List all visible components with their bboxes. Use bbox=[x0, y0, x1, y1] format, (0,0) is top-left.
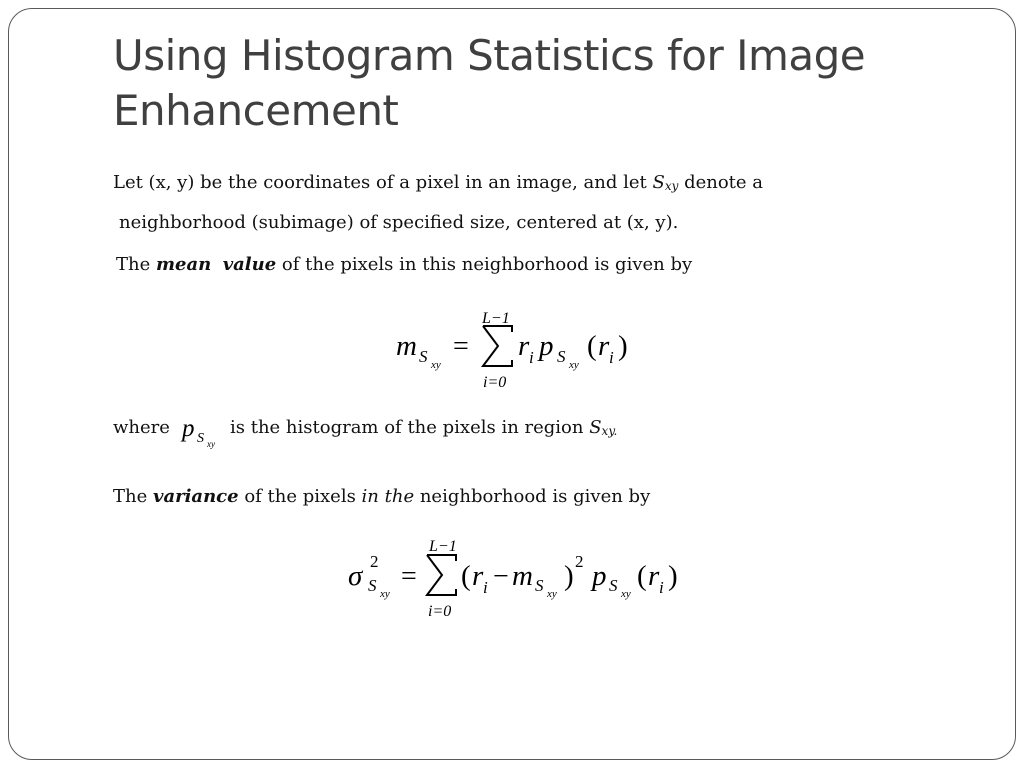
eq-p: p bbox=[539, 330, 554, 362]
sum-icon bbox=[483, 326, 512, 366]
paragraph-where bbox=[113, 417, 170, 438]
paragraph-text: of the pixels in this neighborhood is given by bbox=[276, 254, 693, 275]
eq-s-sub-2: S bbox=[557, 347, 566, 366]
eq-sigma: σ bbox=[348, 560, 363, 592]
eq-r-2: r bbox=[598, 330, 610, 362]
eq-minus: − bbox=[493, 561, 509, 592]
symbol-s: S bbox=[652, 172, 665, 193]
eq-i-sub-2: i bbox=[659, 578, 664, 597]
paragraph-text: of the pixels bbox=[238, 486, 362, 507]
variance-equation bbox=[340, 528, 690, 628]
eq-r-2: r bbox=[648, 560, 660, 592]
eq-s-sub-2: S bbox=[535, 576, 544, 595]
paragraph-text: denote a bbox=[678, 172, 764, 193]
inline-xy: xy bbox=[207, 439, 215, 449]
inline-p: p bbox=[182, 415, 195, 442]
paragraph-coordinates bbox=[113, 172, 763, 193]
eq-xy-sub-3: xy bbox=[621, 588, 631, 600]
eq-paren-close: ) bbox=[618, 330, 628, 362]
eq-i-sub: i bbox=[529, 348, 534, 367]
eq-xy-sub-2: xy bbox=[569, 359, 579, 371]
eq-squared: 2 bbox=[370, 552, 379, 571]
eq-p: p bbox=[592, 560, 607, 592]
eq-i-sub: i bbox=[483, 578, 488, 597]
italic-in-the: in the bbox=[361, 486, 415, 507]
eq-squared-2: 2 bbox=[575, 552, 584, 571]
paragraph-text: Let (x, y) be the coordinates of a pixel in an image, and let bbox=[113, 172, 653, 193]
eq-paren-close-2: ) bbox=[668, 560, 678, 592]
paragraph-text: neighborhood is given by bbox=[414, 486, 651, 507]
paragraph-mean-intro bbox=[116, 254, 692, 275]
eq-equals: = bbox=[401, 561, 417, 592]
eq-sum-lower: i=0 bbox=[483, 374, 507, 391]
inline-s: S bbox=[197, 431, 204, 446]
eq-sum-upper: L−1 bbox=[429, 538, 457, 555]
emphasis-mean: mean bbox=[155, 254, 212, 275]
mean-equation bbox=[380, 300, 650, 400]
eq-paren-open-2: ( bbox=[637, 560, 647, 592]
eq-s-sub: S bbox=[368, 576, 377, 595]
paragraph-text: The bbox=[116, 254, 156, 275]
paragraph-text: The bbox=[113, 486, 153, 507]
eq-xy-sub-2: xy bbox=[547, 588, 557, 600]
symbol-subscript: xy. bbox=[601, 424, 618, 438]
inline-p-sxy bbox=[180, 412, 228, 452]
paragraph-text: is the histogram of the pixels in region bbox=[230, 417, 590, 438]
emphasis-variance: variance bbox=[152, 486, 239, 507]
eq-xy-sub: xy bbox=[431, 359, 441, 371]
eq-equals: = bbox=[453, 331, 469, 362]
emphasis-value: value bbox=[222, 254, 277, 275]
eq-sum-upper: L−1 bbox=[482, 310, 510, 327]
eq-m: m bbox=[512, 560, 533, 592]
eq-sum-lower: i=0 bbox=[428, 603, 452, 620]
eq-s-sub-3: S bbox=[609, 576, 618, 595]
paragraph-text: neighborhood (subimage) of specified size, centered at (x, y). bbox=[119, 212, 679, 233]
slide-title: Using Histogram Statistics for Image Enhancement bbox=[113, 31, 866, 135]
eq-i-sub-2: i bbox=[609, 348, 614, 367]
eq-paren-open: ( bbox=[461, 560, 471, 592]
paragraph-variance-intro bbox=[113, 486, 650, 507]
eq-r: r bbox=[518, 330, 530, 362]
sum-icon bbox=[427, 555, 456, 595]
eq-r: r bbox=[472, 560, 484, 592]
eq-paren-open: ( bbox=[587, 330, 597, 362]
paragraph-text: where bbox=[113, 417, 170, 438]
symbol-s: S bbox=[589, 417, 602, 438]
eq-s-sub: S bbox=[419, 347, 428, 366]
paragraph-where-rest bbox=[230, 417, 617, 438]
eq-m: m bbox=[396, 330, 417, 362]
eq-xy-sub: xy bbox=[380, 588, 390, 600]
paragraph-neighborhood bbox=[119, 212, 678, 233]
symbol-subscript: xy bbox=[664, 179, 679, 193]
eq-paren-close: ) bbox=[564, 560, 574, 592]
